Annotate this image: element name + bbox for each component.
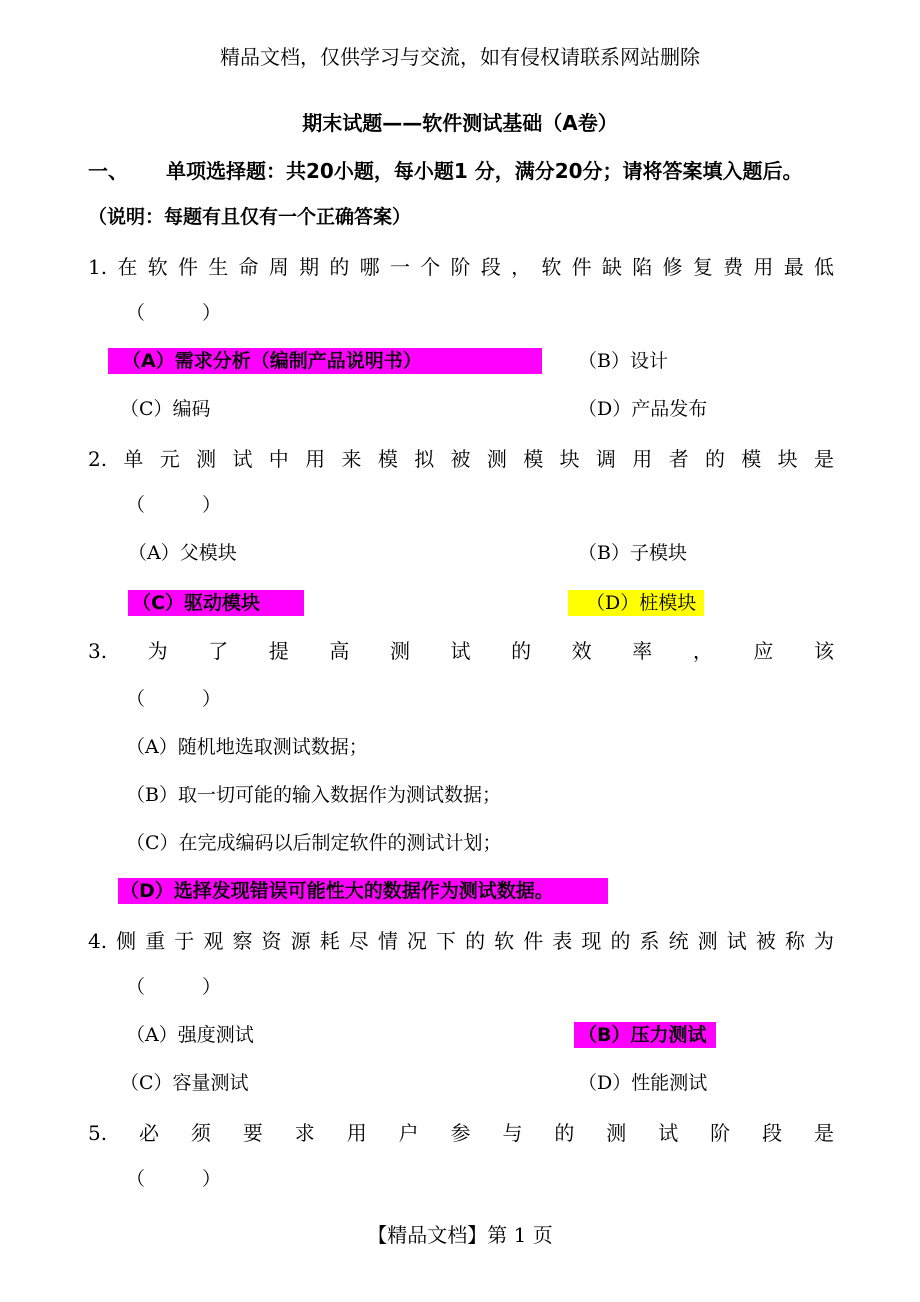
question-5-blank: （ ） [126, 1168, 222, 1190]
question-3-option-a: （A）随机地选取测试数据； [126, 736, 368, 758]
section-note: （说明：每题有且仅有一个正确答案） [88, 206, 412, 228]
question-4-stem: 4.侧重于观察资源耗尽情况下的软件表现的系统测试被称为 [88, 929, 834, 953]
question-1-option-d: （D）产品发布 [578, 398, 708, 420]
question-5-stem: 5.必须要求用户参与的测试阶段是 [88, 1121, 834, 1145]
question-1-stem: 1.在软件生命周期的哪一个阶段，软件缺陷修复费用最低 [88, 255, 834, 279]
question-3-option-c: （C）在完成编码以后制定软件的测试计划； [126, 832, 502, 854]
question-4-option-d: （D）性能测试 [578, 1072, 708, 1094]
question-1-blank: （ ） [126, 302, 222, 324]
question-3-blank: （ ） [126, 688, 222, 710]
question-2-option-d: （D）桩模块 [568, 590, 704, 616]
page-header: 精品文档，仅供学习与交流，如有侵权请联系网站删除 [220, 45, 700, 69]
question-3-stem: 3.为了提高测试的效率，应该 [88, 639, 834, 663]
question-4-option-c: （C）容量测试 [120, 1072, 249, 1094]
question-2-option-b: （B）子模块 [578, 542, 687, 564]
exam-title: 期末试题——软件测试基础（A卷） [302, 111, 618, 135]
question-2-option-c: （C）驱动模块 [128, 590, 304, 616]
section-text: 单项选择题：共20小题，每小题1 分，满分20分；请将答案填入题后。 [166, 159, 803, 183]
question-4-option-a: （A）强度测试 [126, 1024, 254, 1046]
question-3-option-b: （B）取一切可能的输入数据作为测试数据； [126, 784, 501, 806]
question-1-option-a: （A）需求分析（编制产品说明书） [108, 348, 542, 374]
section-heading [88, 158, 803, 184]
question-2-blank: （ ） [126, 494, 222, 516]
question-4-option-b: （B）压力测试 [574, 1022, 716, 1048]
question-2-option-a: （A）父模块 [128, 542, 237, 564]
page-footer: 【精品文档】第 1 页 [367, 1223, 553, 1247]
question-1-option-b: （B）设计 [578, 350, 668, 372]
section-number: 一、 [88, 159, 128, 183]
question-1-option-c: （C）编码 [120, 398, 211, 420]
question-3-option-d: （D）选择发现错误可能性大的数据作为测试数据。 [118, 878, 608, 904]
question-4-blank: （ ） [126, 976, 222, 998]
question-2-stem: 2.单元测试中用来模拟被测模块调用者的模块是 [88, 447, 834, 471]
